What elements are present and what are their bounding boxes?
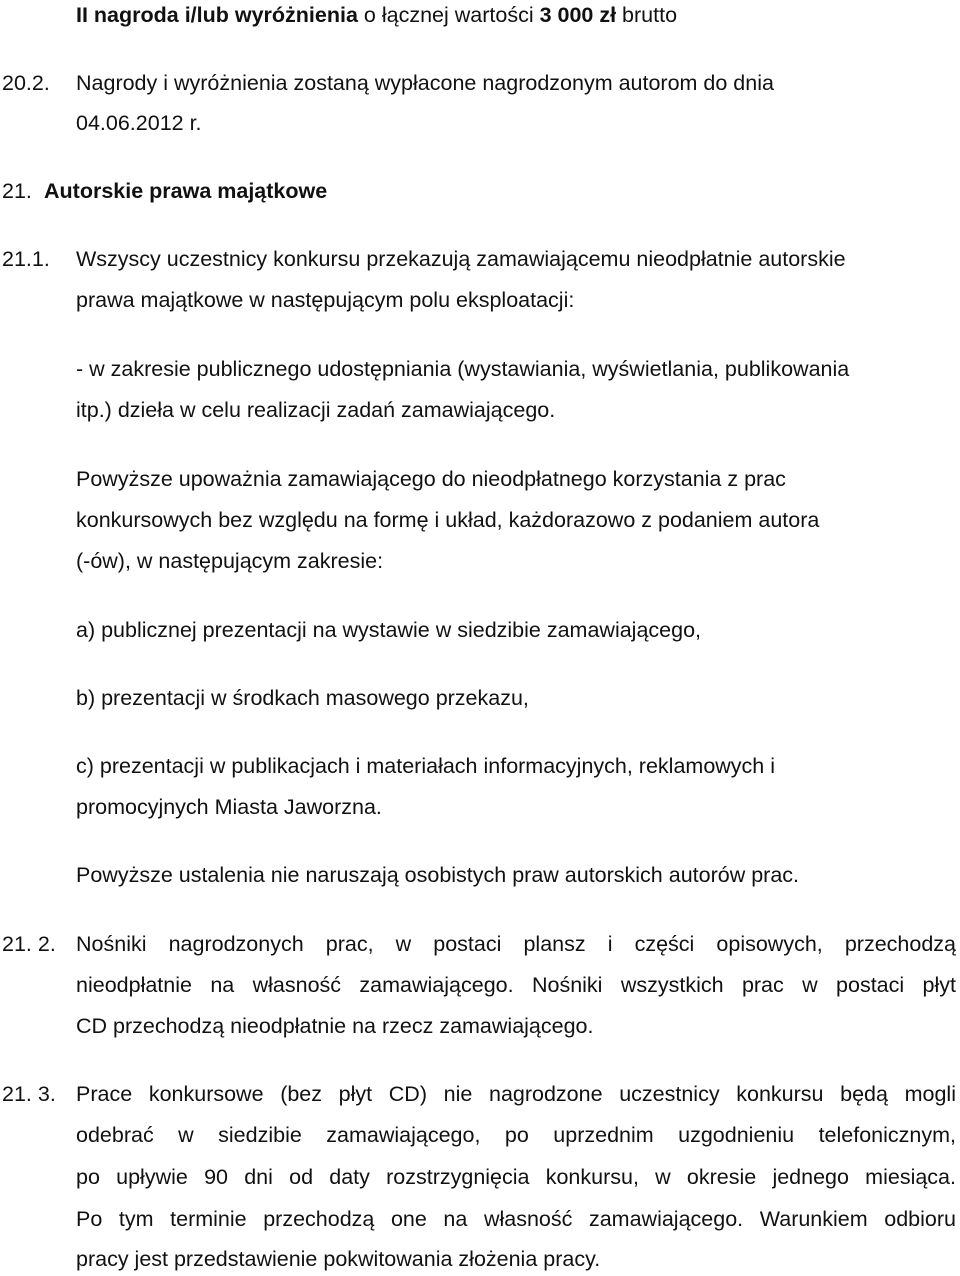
- prize-2-gross: brutto: [616, 3, 678, 27]
- section-20-2-line-2: 04.06.2012 r.: [76, 111, 202, 135]
- section-21-1-line-1: Wszyscy uczestnicy konkursu przekazują zamawiającemu nieodpłatnie autorskie: [76, 247, 846, 271]
- section-21-title: Autorskie prawa majątkowe: [44, 179, 328, 203]
- scope-line-1: - w zakresie publicznego udostępniania (wystawiania, wyświetlania, publikowania: [76, 357, 850, 381]
- section-21-3-number: 21. 3.: [2, 1082, 56, 1106]
- scope-line-2: itp.) dzieła w celu realizacji zadań zamawiającego.: [76, 398, 556, 422]
- item-b: b) prezentacji w środkach masowego przekazu,: [76, 686, 529, 710]
- section-20-2-number: 20.2.: [2, 71, 50, 95]
- section-21-2-line-3: CD przechodzą nieodpłatnie na rzecz zamawiającego.: [76, 1014, 594, 1038]
- section-21-number: 21.: [2, 179, 32, 203]
- prize-2-label: II nagroda i/lub wyróżnienia: [76, 3, 358, 27]
- item-a: a) publicznej prezentacji na wystawie w siedzibie zamawiającego,: [76, 618, 702, 642]
- item-c-line-1: c) prezentacji w publikacjach i materiałach informacyjnych, reklamowych i: [76, 754, 776, 778]
- section-20-2-line-1: Nagrody i wyróżnienia zostaną wypłacone nagrodzonym autorom do dnia: [76, 71, 774, 95]
- section-21-3-line-4: Po tym terminie przechodzą one na własność zamawiającego. Warunkiem odbioru: [76, 1207, 956, 1231]
- section-21-3-line-2: odebrać w siedzibie zamawiającego, po uprzednim uzgodnieniu telefonicznym,: [76, 1123, 956, 1147]
- above-line-3: (-ów), w następującym zakresie:: [76, 549, 384, 573]
- section-21-1-number: 21.1.: [2, 247, 50, 271]
- prize-2-line: [76, 2, 677, 28]
- above-line-2: konkursowych bez względu na formę i układ, każdorazowo z podaniem autora: [76, 508, 820, 532]
- section-21-2-number: 21. 2.: [2, 932, 56, 956]
- section-21-3-line-3: po upływie 90 dni od daty rozstrzygnięcia konkursu, w okresie jednego miesiąca.: [76, 1165, 956, 1189]
- section-21-2-line-1: Nośniki nagrodzonych prac, w postaci plansz i części opisowych, przechodzą: [76, 932, 956, 956]
- section-21-2-line-2: nieodpłatnie na własność zamawiającego. Nośniki wszystkich prac w postaci płyt: [76, 973, 956, 997]
- section-21-3-line-5: pracy jest przedstawienie pokwitowania złożenia pracy.: [76, 1247, 601, 1271]
- prize-2-value-text: o łącznej wartości: [357, 3, 540, 27]
- above-line-1: Powyższe upoważnia zamawiającego do nieodpłatnego korzystania z prac: [76, 467, 786, 491]
- personal-rights-note: Powyższe ustalenia nie naruszają osobistych praw autorskich autorów prac.: [76, 863, 800, 887]
- prize-2-amount: 3 000 zł: [539, 3, 617, 27]
- section-21-1-line-2: prawa majątkowe w następującym polu eksploatacji:: [76, 288, 575, 312]
- section-21-3-line-1: Prace konkursowe (bez płyt CD) nie nagrodzone uczestnicy konkursu będą mogli: [76, 1082, 956, 1106]
- item-c-line-2: promocyjnych Miasta Jaworzna.: [76, 795, 382, 819]
